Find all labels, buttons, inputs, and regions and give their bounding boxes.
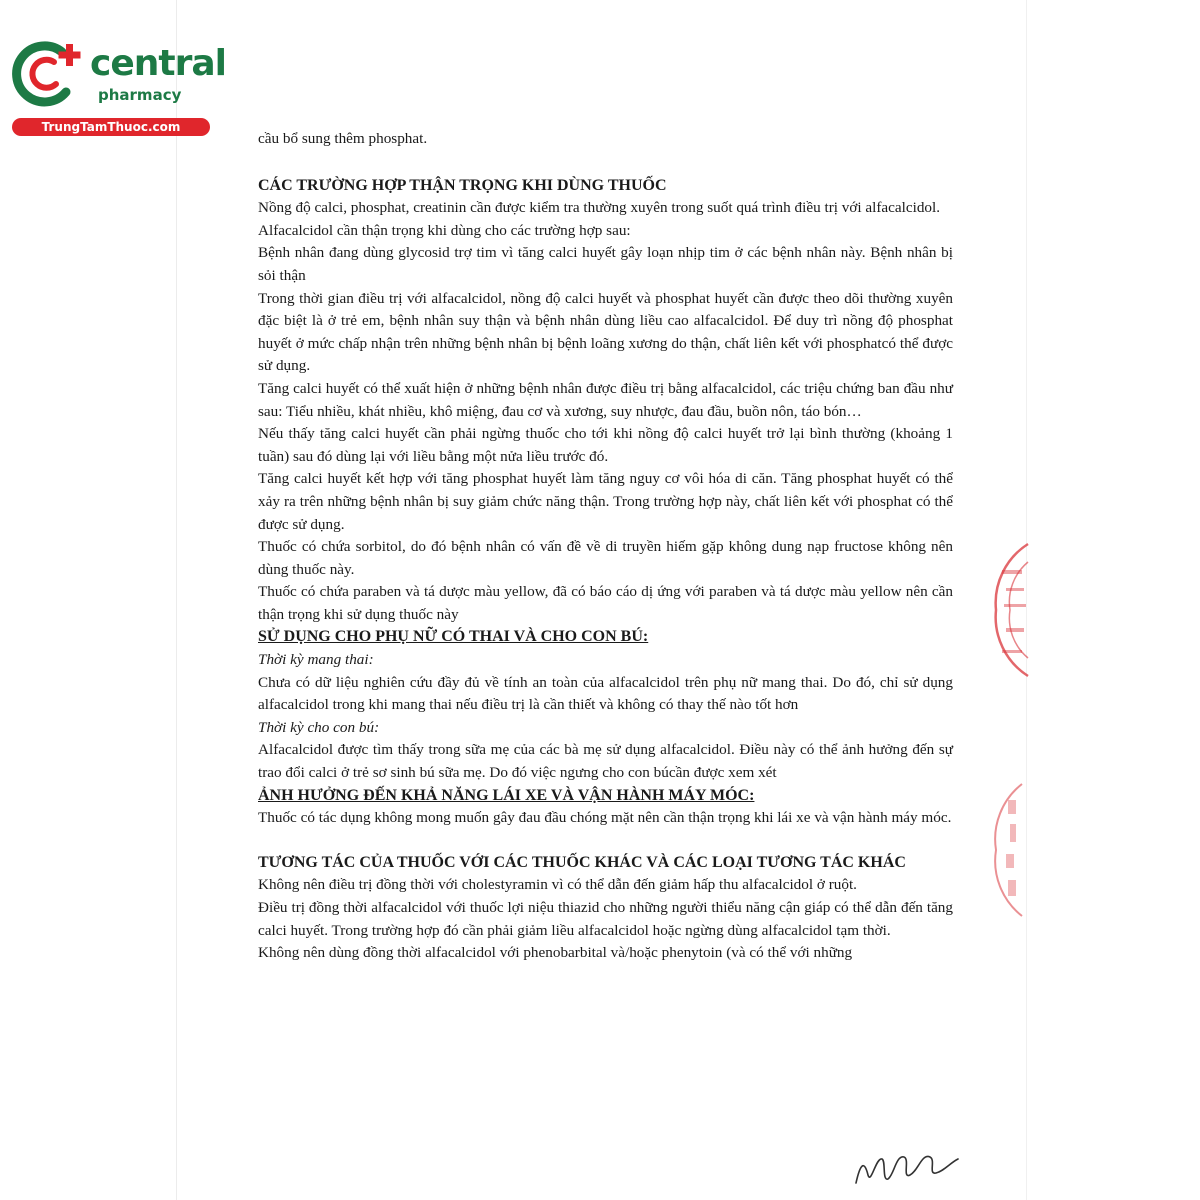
paragraph: cầu bổ sung thêm phosphat.: [258, 130, 428, 147]
logo-website-url[interactable]: TrungTamThuoc.com: [12, 118, 210, 136]
logo-brand-sub: pharmacy: [98, 86, 182, 104]
paragraph: Không nên dùng đồng thời alfacalcidol với phenobarbital và/hoặc phenytoin (và có thể với những: [258, 944, 853, 962]
paragraph: Nếu thấy tăng calci huyết cần phải ngừng thuốc cho tới khi nồng độ calci huyết trở lại bình thường (khoảng 1 tuần) sau đó dùng lại với liều bằng một nửa liều trước đó.: [258, 425, 953, 465]
paragraph: Tăng calci huyết kết hợp với tăng phosphat huyết làm tăng nguy cơ vôi hóa di căn. Tăng phosphat huyết có thể xảy ra trên những bệnh nhân bị suy giảm chức năng thận. Trong trường hợp này, chất liên kết với phosphat có thể được sử dụng.: [258, 470, 953, 533]
logo-brand-name: central: [90, 43, 226, 84]
red-stamp-fragment-icon: [988, 540, 1030, 680]
central-pharmacy-logo[interactable]: [10, 38, 226, 138]
paragraph: Thuốc có chứa paraben và tá dược màu yellow, đã có báo cáo dị ứng với paraben và tá dược màu yellow nên cần thận trọng khi sử dụng thuốc này: [258, 583, 953, 623]
paragraph: Alfacalcidol được tìm thấy trong sữa mẹ của các bà mẹ sử dụng alfacalcidol. Điều này có thể ảnh hưởng đến sự trao đổi calci ở trẻ sơ sinh bú sữa mẹ. Do đó việc ngưng cho con búcần được xem xét: [258, 741, 953, 782]
section-heading-precautions: CÁC TRƯỜNG HỢP THẬN TRỌNG KHI DÙNG THUỐC: [258, 176, 667, 194]
paragraph: Alfacalcidol cần thận trọng khi dùng cho các trường hợp sau:: [258, 221, 631, 239]
paragraph: Bệnh nhân đang dùng glycosid trợ tim vì tăng calci huyết gây loạn nhịp tim ở các bệnh nhân này. Bệnh nhân bị sỏi thận: [258, 244, 953, 284]
red-stamp-fragment-icon: [988, 780, 1030, 920]
section-heading-driving: ẢNH HƯỞNG ĐẾN KHẢ NĂNG LÁI XE VÀ VẬN HÀNH MÁY MÓC:: [258, 786, 755, 804]
paragraph: Điều trị đồng thời alfacalcidol với thuốc lợi niệu thiazid cho những người thiểu năng cận giáp có thể dẫn đến tăng calci huyết. Trong trường hợp đó cần phải giảm liều alfacalcidol hoặc ngừng dùng alfacalcidol tạm thời.: [258, 899, 953, 939]
handwritten-signature-icon: [852, 1145, 962, 1190]
logo-c-cross-icon: [10, 38, 90, 110]
subheading-lactation-period: Thời kỳ cho con bú:: [258, 718, 380, 736]
paragraph: Tăng calci huyết có thể xuất hiện ở những bệnh nhân được điều trị bằng alfacalcidol, các triệu chứng ban đầu như sau: Tiểu nhiều, khát nhiều, khô miệng, đau cơ và xương, suy nhược, đau đầu, buồn nôn, táo bón…: [258, 379, 953, 420]
subheading-pregnancy-period: Thời kỳ mang thai:: [258, 651, 374, 669]
section-heading-pregnancy: SỬ DỤNG CHO PHỤ NỮ CÓ THAI VÀ CHO CON BÚ:: [258, 628, 649, 646]
section-heading-interactions: TƯƠNG TÁC CỦA THUỐC VỚI CÁC THUỐC KHÁC VÀ CÁC LOẠI TƯƠNG TÁC KHÁC: [258, 853, 906, 871]
document-body: [258, 128, 953, 965]
paragraph: Nồng độ calci, phosphat, creatinin cần được kiểm tra thường xuyên trong suốt quá trình điều trị với alfacalcidol.: [258, 199, 941, 217]
paragraph: Thuốc có tác dụng không mong muốn gây đau đầu chóng mặt nên cần thận trọng khi lái xe và vận hành máy móc.: [258, 809, 952, 827]
paragraph: Thuốc có chứa sorbitol, do đó bệnh nhân có vấn đề về di truyền hiếm gặp không dung nạp fructose không nên dùng thuốc này.: [258, 538, 953, 578]
page-edge-left: [176, 0, 177, 1200]
paragraph: Trong thời gian điều trị với alfacalcidol, nồng độ calci huyết và phosphat huyết cần được theo dõi thường xuyên đặc biệt là ở trẻ em, bệnh nhân suy thận và bệnh nhân dùng liều cao alfacalcidol. Để duy trì nồng độ phosphat huyết ở mức chấp nhận trên những bệnh nhân bị bệnh loãng xương do thận, chất liên kết với phosphatcó thể được sử dụng.: [258, 289, 953, 375]
paragraph: Chưa có dữ liệu nghiên cứu đầy đủ về tính an toàn của alfacalcidol trên phụ nữ mang thai. Do đó, chỉ sử dụng alfacalcidol trong khi mang thai nếu điều trị là cần thiết và không có thay thế nào tốt hơn: [258, 673, 953, 714]
paragraph: Không nên điều trị đồng thời với cholestyramin vì có thể dẫn đến giảm hấp thu alfacalcidol ở ruột.: [258, 876, 857, 894]
